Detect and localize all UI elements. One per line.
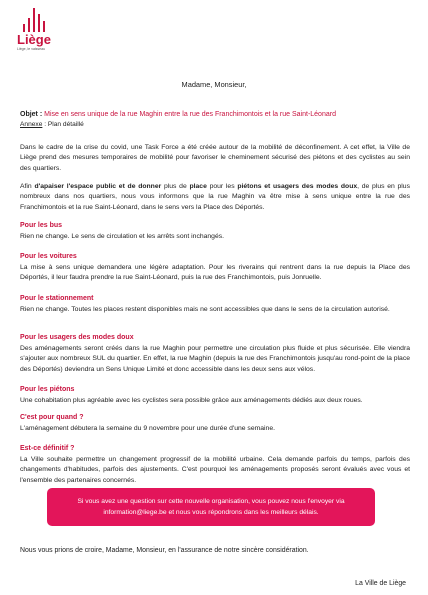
section-body-stationnement: Rien ne change. Toutes les places restent disponibles mais ne sont accessibles que dans le sens de la circulation autorisé. xyxy=(20,306,390,313)
section-body-bus: Rien ne change. Le sens de circulation et les arrêts sont inchangés. xyxy=(20,233,225,240)
section-body-quand: L'aménagement débutera la semaine du 9 novembre pour une durée d'une semaine. xyxy=(20,425,276,432)
contact-info-text: Si vous avez une question sur cette nouvelle organisation, vous pouvez nous l'envoyer via information@liege.be et nous vous répondrons dans les meilleurs délais. xyxy=(77,498,345,516)
section-heading-definitif: Est-ce définitif ? xyxy=(20,445,75,452)
section-heading-stationnement: Pour le stationnement xyxy=(20,295,94,302)
salutation: Madame, Monsieur, xyxy=(181,80,247,89)
section-body-definitif: La Ville souhaite permettre un changement progressif de la mobilité urbaine. Cela demande parfois du temps, parfois des changements d'habitudes, parfois des ajustements. C'est pourquoi les aménagements proposés seront évalués avec vous et l'ensemble des partenaires concernés. xyxy=(20,456,410,484)
liege-logo xyxy=(17,6,57,51)
intro2-b1: d'apaiser l'espace public et de donner xyxy=(34,183,162,190)
annex-line xyxy=(20,121,84,128)
subject-text: Mise en sens unique de la rue Maghin entre la rue des Franchimontois et la rue Saint-Léonard xyxy=(44,111,336,118)
logo-bars-icon xyxy=(17,6,57,32)
subject-label: Objet : xyxy=(20,111,43,118)
annex-text: : Plan détaillé xyxy=(42,121,84,128)
section-heading-voitures: Pour les voitures xyxy=(20,253,77,260)
logo-tagline: Liège, le vaisseau xyxy=(17,47,46,51)
subject-line xyxy=(20,111,336,118)
intro2-p2: plus de xyxy=(161,183,190,190)
section-heading-quand: C'est pour quand ? xyxy=(20,414,84,421)
intro2-b3: piétons et usagers des modes doux xyxy=(237,183,358,190)
section-heading-bus: Pour les bus xyxy=(20,222,63,229)
section-heading-modes-doux: Pour les usagers des modes doux xyxy=(20,334,134,341)
closing-line: Nous vous prions de croire, Madame, Monsieur, en l'assurance de notre sincère considération. xyxy=(20,547,309,554)
intro2-p4: , de plus en plus nombreux dans nos quartiers, nous vous informons que la rue Maghin va être mise à sens unique entre la rue des Franchimontois et la rue Saint-Léonard, dans le sens vers la Place des Déportés. xyxy=(20,183,410,211)
logo-wordmark: Liège xyxy=(17,32,51,47)
intro-paragraph: Dans le cadre de la crise du covid, une Task Force a été créée autour de la mobilité de déconfinement. A cet effet, la Ville de Liège prend des mesures temporaires de mobilité pour favoriser le cheminement sécurisé des piétons et des cyclistes au sein des quartiers. xyxy=(20,144,410,172)
section-heading-pietons: Pour les piétons xyxy=(20,386,75,393)
intro2-p1: Afin xyxy=(20,183,35,190)
annex-label: Annexe xyxy=(20,121,43,128)
intro-paragraph-2 xyxy=(20,182,410,213)
section-body-pietons: Une cohabitation plus agréable avec les cyclistes sera possible grâce aux aménagements dédiés aux deux roues. xyxy=(20,397,363,404)
section-body-modes-doux: Des aménagements seront créés dans la rue Maghin pour permettre une circulation plus fluide et plus sécurisée. Elle viendra s'ajouter aux nombreux SUL du quartier. En effet, la rue Maghin (depuis la rue des Franchimontois jusqu'au rond-point de la place des Déportés) deviendra un Sens Unique Limité et donc accessible dans les deux sens aux vélos. xyxy=(20,345,410,373)
section-body-voitures: La mise à sens unique demandera une légère adaptation. Pour les riverains qui rentrent dans la rue depuis la Place des Déportés, il leur faudra prendre la rue Saint-Léonard, puis la rue des Franchimontois, puis Jonruelle. xyxy=(20,264,410,282)
contact-info-box xyxy=(47,488,375,526)
intro2-b2: place xyxy=(189,183,207,190)
signature: La Ville de Liège xyxy=(355,580,406,587)
intro2-p3: pour les xyxy=(206,183,238,190)
